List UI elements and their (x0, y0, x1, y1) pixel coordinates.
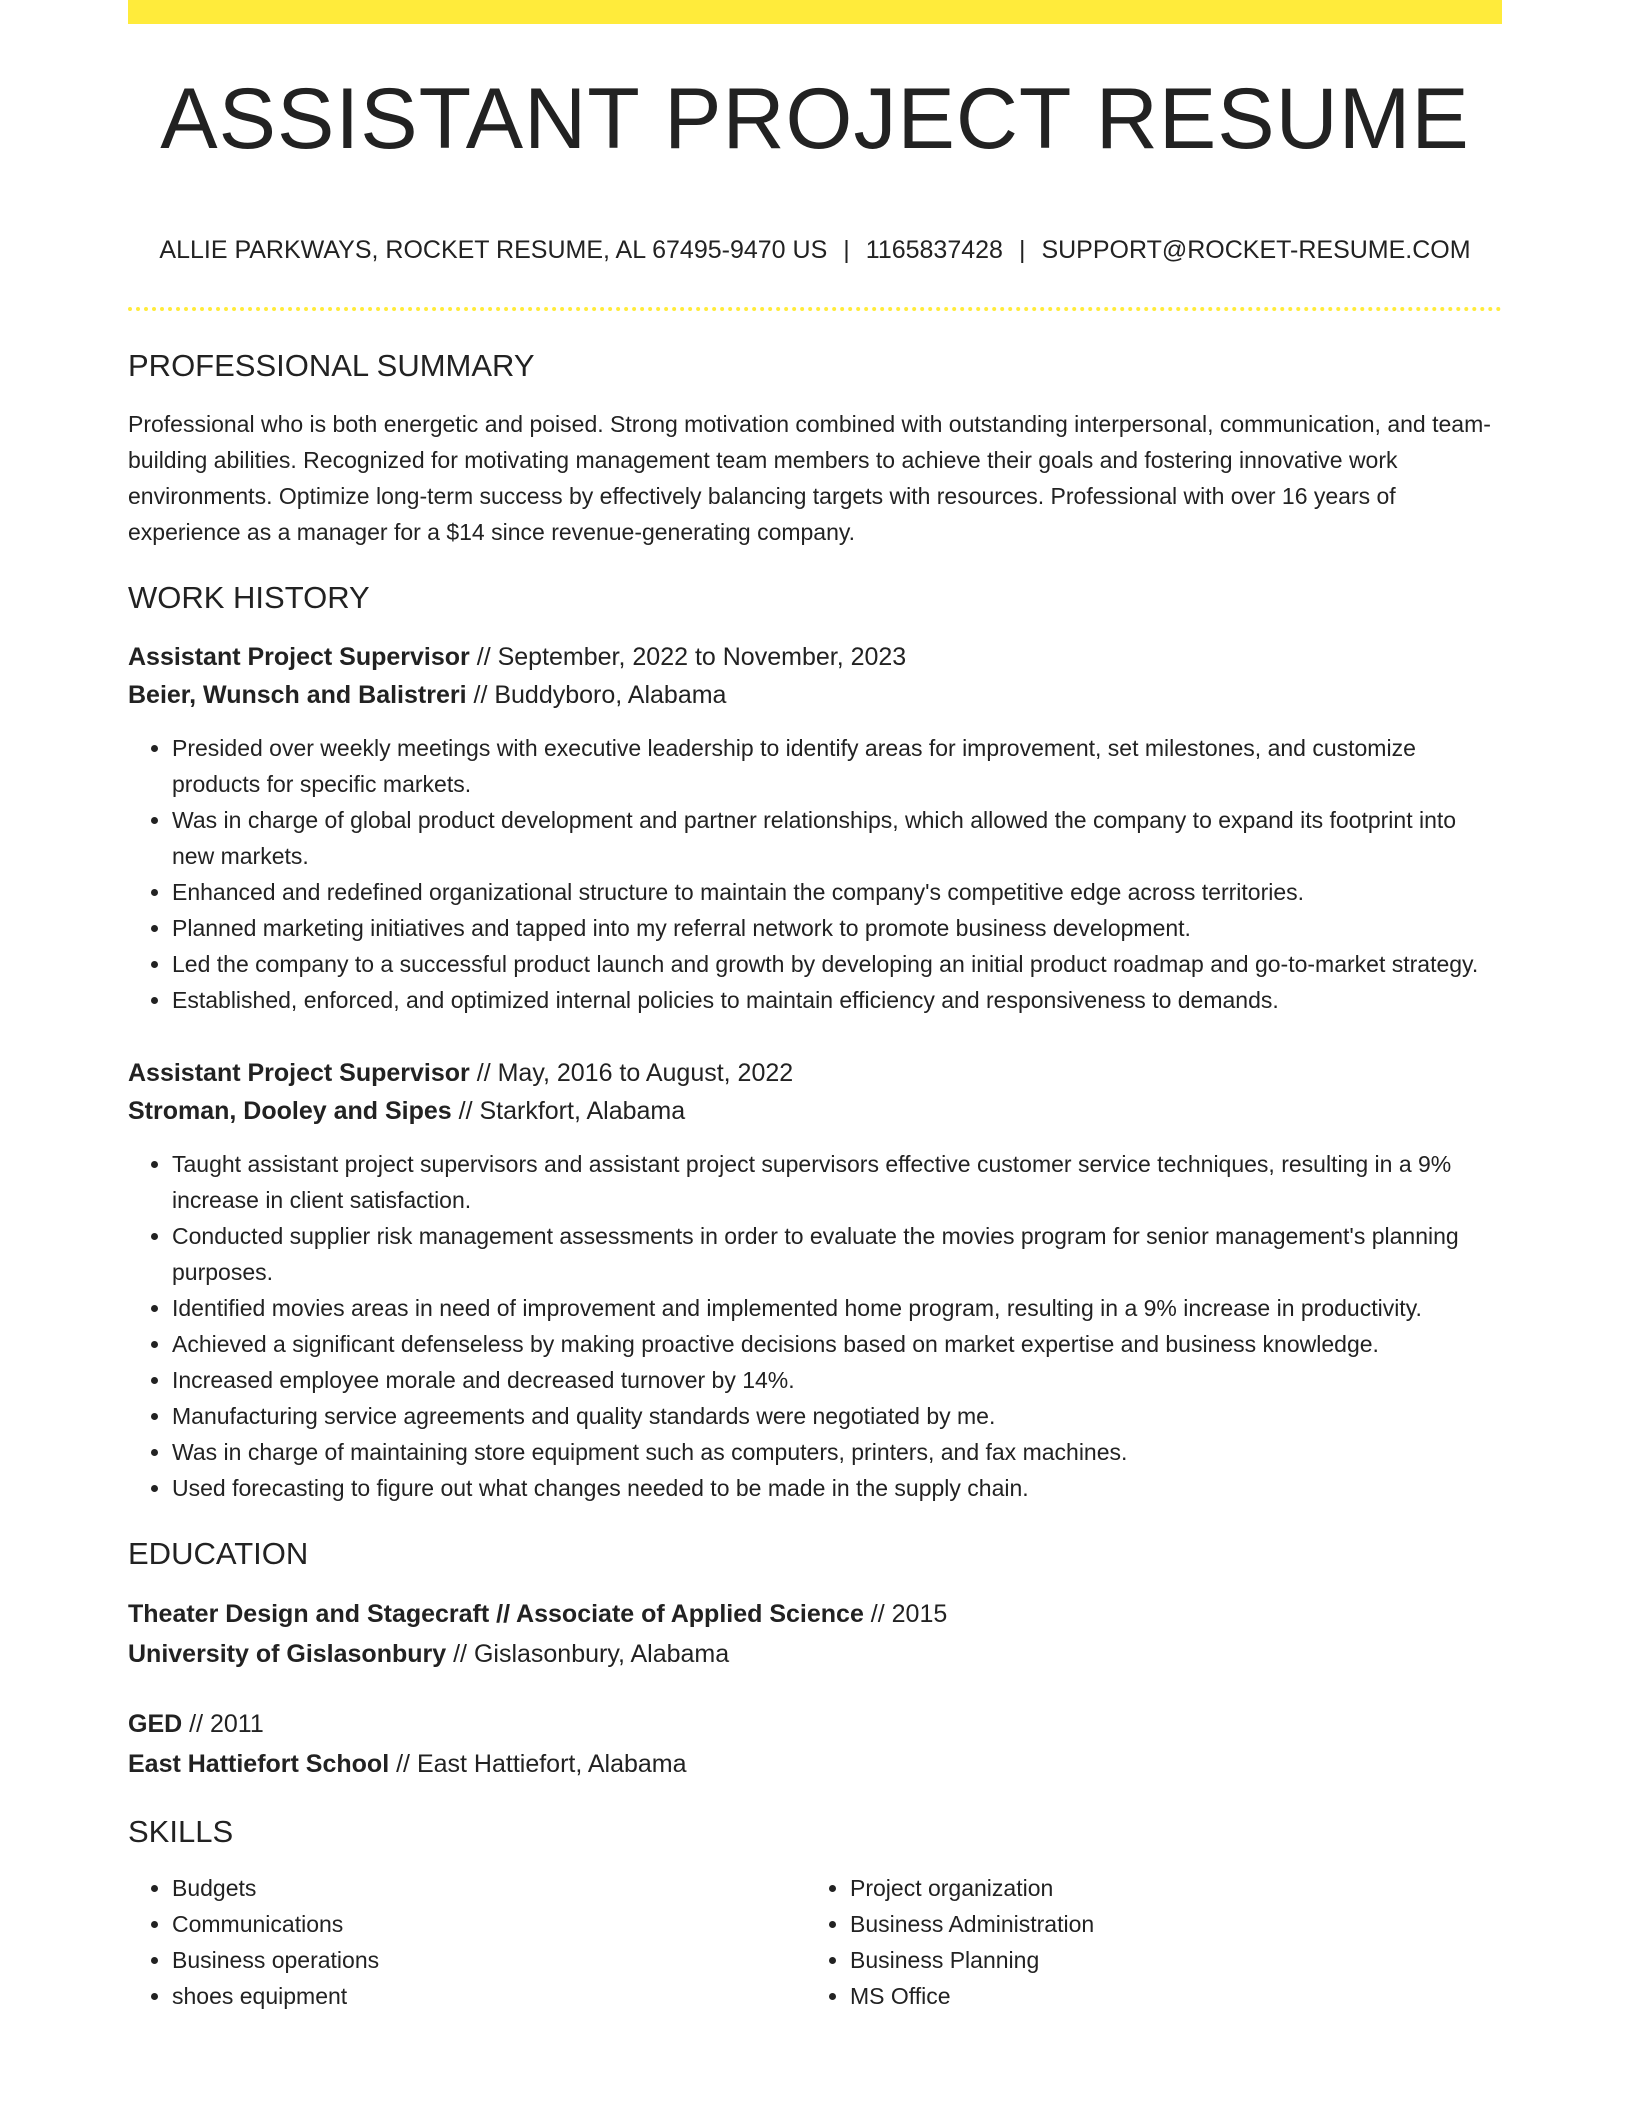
field-separator: // (863, 1600, 892, 1628)
job-entry (128, 1054, 1502, 1506)
contact-line (128, 236, 1502, 265)
summary-heading: PROFESSIONAL SUMMARY (128, 348, 535, 383)
school-name: University of Gislasonbury (128, 1640, 447, 1668)
field-separator: // (182, 1710, 210, 1738)
job-title-line (128, 638, 1502, 676)
skill-item: • MS Office (850, 1978, 1484, 2014)
field-separator: // (446, 1640, 474, 1668)
skill-item: • Business operations (172, 1942, 806, 1978)
job-bullet: • Planned marketing initiatives and tapped into my referral network to promote business development. (172, 910, 1502, 946)
education-entry (128, 1594, 1502, 1674)
job-company-line (128, 676, 1502, 714)
job-title: Assistant Project Supervisor (128, 643, 470, 671)
contact-separator: | (1018, 236, 1026, 264)
job-bullet: • Manufacturing service agreements and quality standards were negotiated by me. (172, 1398, 1502, 1434)
degree: Theater Design and Stagecraft // Associate of Applied Science (128, 1600, 864, 1628)
field-separator: // (469, 643, 498, 671)
job-bullet: • Was in charge of global product development and partner relationships, which allowed the company to expand its footprint into new markets. (172, 802, 1502, 874)
skills-grid (128, 1870, 1502, 2014)
job-bullet: • Identified movies areas in need of improvement and implemented home program, resulting in a 9% increase in productivity. (172, 1290, 1502, 1326)
resume-title: ASSISTANT PROJECT RESUME (160, 71, 1470, 167)
job-bullet: • Increased employee morale and decreased turnover by 14%. (172, 1362, 1502, 1398)
field-separator: // (389, 1750, 417, 1778)
summary-text: Professional who is both energetic and poised. Strong motivation combined with outstanding interpersonal, communication, and team-building abilities. Recognized for motivating management team members to achieve their goals and fostering innovative work environments. Optimize long-term success by effectively balancing targets with resources. Professional with over 16 years of experience as a manager for a $14 since revenue-generating company. (128, 411, 1491, 545)
skill-item: • Business Planning (850, 1942, 1484, 1978)
skills-column-left (128, 1870, 806, 2014)
education-entry (128, 1704, 1502, 1784)
skills-section (128, 1814, 1502, 2014)
skills-column-right (806, 1870, 1484, 2014)
job-dates: September, 2022 to November, 2023 (497, 643, 907, 671)
resume-content (128, 348, 1502, 2014)
contact-email: SUPPORT@ROCKET-RESUME.COM (1041, 236, 1471, 264)
contact-address: ALLIE PARKWAYS, ROCKET RESUME, AL 67495-9470 US (159, 236, 828, 264)
school-name: East Hattiefort School (128, 1750, 390, 1778)
school-location: East Hattiefort, Alabama (416, 1750, 687, 1778)
skill-item: • shoes equipment (172, 1978, 806, 2014)
job-company: Stroman, Dooley and Sipes (128, 1097, 452, 1125)
skill-item: • Project organization (850, 1870, 1484, 1906)
skill-item: • Business Administration (850, 1906, 1484, 1942)
dotted-divider (128, 307, 1502, 311)
work-history-heading: WORK HISTORY (128, 580, 370, 615)
summary-section (128, 348, 1502, 550)
job-bullet: • Used forecasting to figure out what changes needed to be made in the supply chain. (172, 1470, 1502, 1506)
job-bullet: • Established, enforced, and optimized internal policies to maintain efficiency and responsiveness to demands. (172, 982, 1502, 1018)
field-separator: // (469, 1059, 498, 1087)
graduation-year: 2015 (891, 1600, 948, 1628)
skill-item: • Budgets (172, 1870, 806, 1906)
degree-line (128, 1594, 1502, 1634)
contact-separator: | (843, 236, 850, 264)
education-heading: EDUCATION (128, 1536, 309, 1571)
accent-bar (128, 0, 1502, 24)
job-location: Buddyboro, Alabama (494, 681, 727, 709)
school-line (128, 1634, 1502, 1674)
education-section (128, 1536, 1502, 1784)
contact-phone: 1165837428 (865, 236, 1003, 264)
job-bullet: • Enhanced and redefined organizational structure to maintain the company's competitive edge across territories. (172, 874, 1502, 910)
degree: GED (128, 1710, 183, 1738)
field-separator: // (451, 1097, 480, 1125)
school-line (128, 1744, 1502, 1784)
job-company: Beier, Wunsch and Balistreri (128, 681, 467, 709)
degree-line (128, 1704, 1502, 1744)
job-bullet: • Taught assistant project supervisors and assistant project supervisors effective customer service techniques, resulting in a 9% increase in client satisfaction. (172, 1146, 1502, 1218)
job-bullet-list (128, 1146, 1502, 1506)
job-entry (128, 638, 1502, 1018)
field-separator: // (466, 681, 495, 709)
job-bullet: • Presided over weekly meetings with executive leadership to identify areas for improvement, set milestones, and customize products for specific markets. (172, 730, 1502, 802)
job-location: Starkfort, Alabama (479, 1097, 686, 1125)
work-history-section (128, 580, 1502, 1506)
job-title: Assistant Project Supervisor (128, 1059, 470, 1087)
skills-heading: SKILLS (128, 1814, 234, 1849)
job-bullet: • Was in charge of maintaining store equipment such as computers, printers, and fax machines. (172, 1434, 1502, 1470)
job-bullet-list (128, 730, 1502, 1018)
graduation-year: 2011 (209, 1710, 264, 1738)
job-bullet: • Led the company to a successful product launch and growth by developing an initial product roadmap and go-to-market strategy. (172, 946, 1502, 982)
job-dates: May, 2016 to August, 2022 (497, 1059, 794, 1087)
job-bullet: • Achieved a significant defenseless by making proactive decisions based on market expertise and business knowledge. (172, 1326, 1502, 1362)
job-bullet: • Conducted supplier risk management assessments in order to evaluate the movies program for senior management's planning purposes. (172, 1218, 1502, 1290)
school-location: Gislasonbury, Alabama (473, 1640, 730, 1668)
job-company-line (128, 1092, 1502, 1130)
job-title-line (128, 1054, 1502, 1092)
skill-item: • Communications (172, 1906, 806, 1942)
